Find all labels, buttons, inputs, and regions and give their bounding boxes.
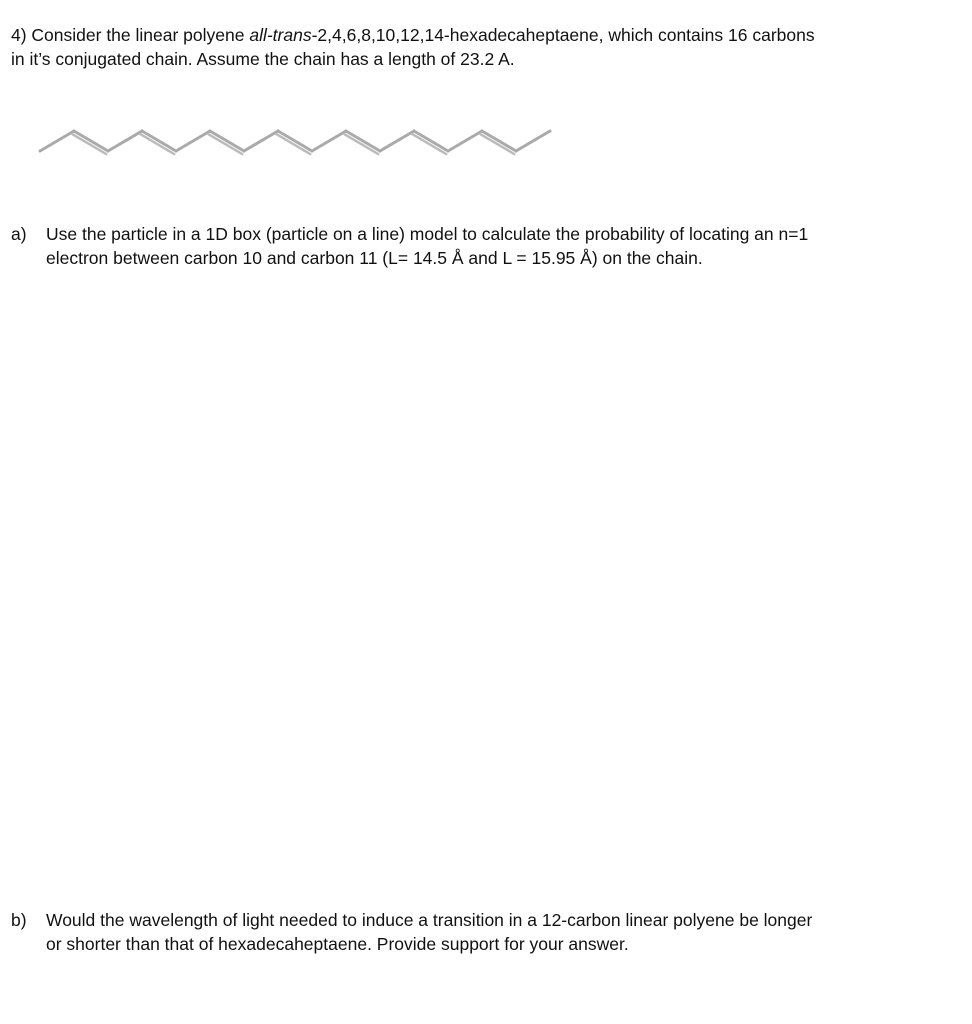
chain-bond xyxy=(312,131,346,151)
chain-bond xyxy=(380,131,414,151)
chain-double-bond xyxy=(140,134,174,154)
chain-double-bond xyxy=(344,134,378,154)
chain-bond xyxy=(482,131,516,151)
intro-molecule-prefix: all-trans xyxy=(249,25,312,45)
question-a-line-1: Use the particle in a 1D box (particle on a line) model to calculate the probability of locating an n=1 xyxy=(46,224,809,244)
chain-bond xyxy=(108,131,142,151)
chain-double-bond xyxy=(276,134,310,154)
intro-line-2: in it’s conjugated chain. Assume the chain has a length of 23.2 A. xyxy=(11,49,515,69)
polyene-chain xyxy=(40,131,550,154)
question-a-line-2: electron between carbon 10 and carbon 11 (L= 14.5 Å and L = 15.95 Å) on the chain. xyxy=(46,248,703,268)
intro-molecule-rest: -2,4,6,8,10,12,14-hexadecaheptaene, which contains 16 carbons xyxy=(311,25,815,45)
chain-bond xyxy=(210,131,244,151)
chain-double-bond xyxy=(480,134,514,154)
chain-bond xyxy=(244,131,278,151)
chain-bond xyxy=(278,131,312,151)
problem-statement xyxy=(11,23,951,71)
question-a-marker: a) xyxy=(11,224,27,244)
chain-bond xyxy=(74,131,108,151)
question-a-text xyxy=(46,222,946,270)
question-b-marker: b) xyxy=(11,910,27,930)
chain-double-bond xyxy=(72,134,106,154)
chain-double-bond xyxy=(208,134,242,154)
chain-bond xyxy=(414,131,448,151)
polyene-chain-icon xyxy=(38,125,554,161)
intro-lead: 4) Consider the linear polyene xyxy=(11,25,250,45)
chain-bond xyxy=(346,131,380,151)
chain-double-bond xyxy=(412,134,446,154)
chain-bond xyxy=(448,131,482,151)
chain-bond xyxy=(40,131,74,151)
chain-bond xyxy=(142,131,176,151)
question-b-line-2: or shorter than that of hexadecaheptaene. Provide support for your answer. xyxy=(46,934,629,954)
question-b-text xyxy=(46,908,946,956)
question-b-line-1: Would the wavelength of light needed to induce a transition in a 12-carbon linear polyene be longer xyxy=(46,910,813,930)
chain-bond xyxy=(176,131,210,151)
chain-bond xyxy=(516,131,550,151)
